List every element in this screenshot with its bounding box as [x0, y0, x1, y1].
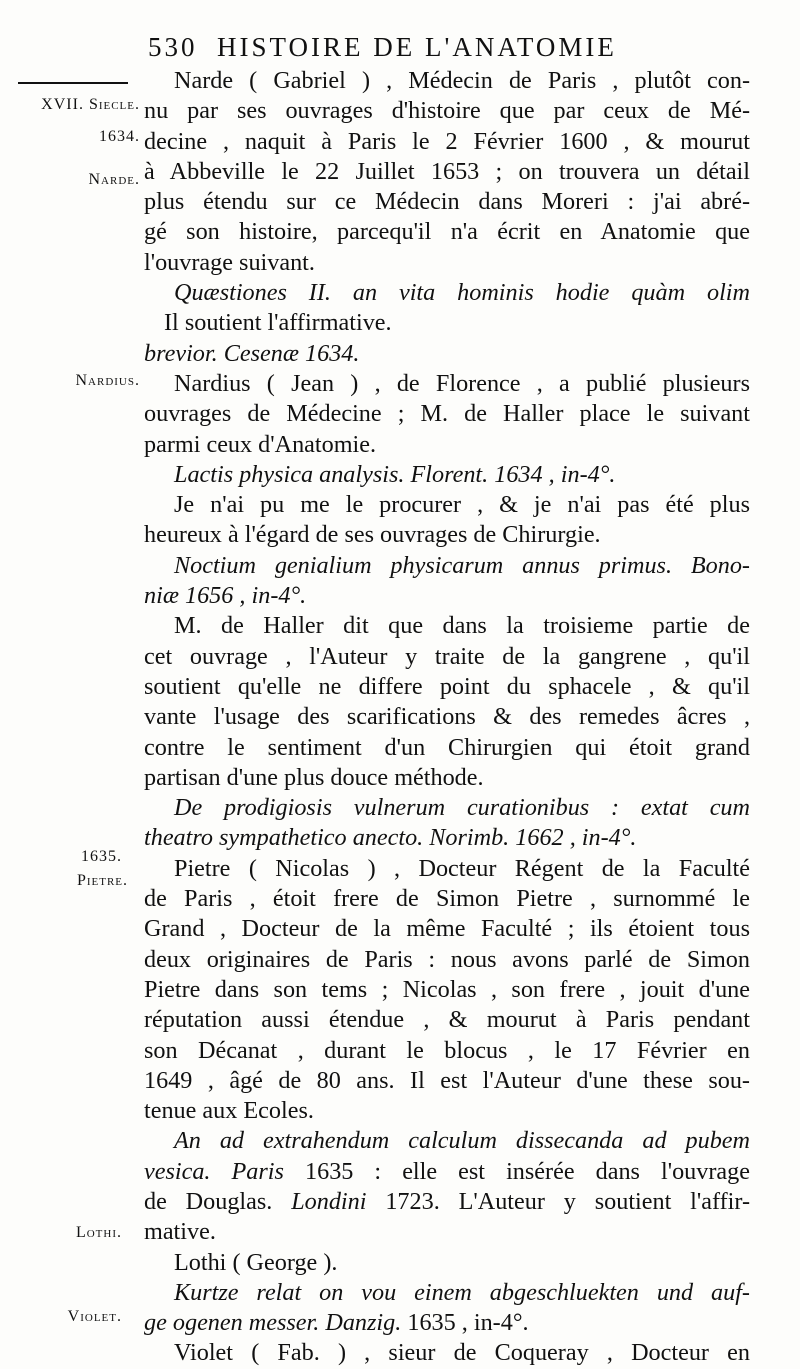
text-part: 1723. L'Auteur y soutient l'affir- [366, 1187, 750, 1215]
text-line: Lothi ( George ). [174, 1248, 338, 1276]
text-line: Pietre dans son tems ; Nicolas , son frere , jouit d'une [144, 975, 750, 1003]
margin-note-lothi: Lothi. [75, 1224, 122, 1241]
book-title-line: Noctium genialium physicarum annus primus. Bono- [174, 551, 750, 579]
text-line: plus étendu sur ce Médecin dans Moreri : j'ai abré- [144, 188, 750, 216]
book-title-line: niæ 1656 , in-4°. [144, 582, 307, 610]
text-line: Pietre ( Nicolas ) , Docteur Régent de la Faculté [174, 854, 750, 882]
margin-rule [18, 82, 128, 84]
text-line: Narde ( Gabriel ) , Médecin de Paris , plutôt con- [174, 67, 750, 94]
book-title-line: Kurtze relat on vou einem abgeschluekten und auf- [174, 1278, 750, 1306]
page-number: 530 [148, 32, 198, 62]
text-line: Nardius ( Jean ) , de Florence , a publié plusieurs [174, 369, 750, 397]
text-line: soutient qu'elle ne differe point du sphacele , & qu'il [144, 672, 750, 700]
margin-note-nardius: Nardius. [75, 372, 140, 389]
text-line: de Paris , étoit frere de Simon Pietre , surnommé le [144, 885, 750, 913]
text-line: réputation aussi étendue , & mourut à Paris pendant [144, 1006, 750, 1034]
running-header [148, 32, 748, 63]
text-line: Il soutient l'affirmative. [164, 309, 392, 337]
book-title-line: theatro sympathetico anecto. Norimb. 1662 , in-4°. [144, 824, 637, 852]
margin-note-pietre: Pietre. [76, 872, 128, 889]
text-line [144, 1157, 750, 1187]
margin-note-year-1635: 1635. [81, 848, 122, 865]
text-line: contre le sentiment d'un Chirurgien qui étoit grand [144, 733, 750, 761]
text-line: ouvrages de Médecine ; M. de Haller place le suivant [144, 400, 750, 428]
text-line: vante l'usage des scarifications & des remedes âcres , [144, 703, 750, 731]
text-part: 1635 , in-4°. [401, 1309, 529, 1337]
margin-note-violet: Violet. [67, 1308, 122, 1325]
text-line: Grand , Docteur de la même Faculté ; ils étoient tous [144, 915, 750, 943]
margin-note-year-1634: 1634. [99, 128, 140, 145]
text-line: nu par ses ouvrages d'histoire que par ceux de Mé- [144, 97, 750, 125]
body-text [144, 66, 750, 1369]
text-line: parmi ceux d'Anatomie. [144, 430, 377, 458]
text-line [144, 1308, 750, 1338]
text-line: gé son histoire, parcequ'il n'a écrit en Anatomie que [144, 218, 750, 246]
text-line: mative. [144, 1218, 216, 1246]
margin-note-century: XVII. Siecle. [41, 96, 140, 113]
text-line: decine , naquit à Paris le 2 Février 1600 , & mourut [144, 127, 750, 155]
book-title-part: Londini [291, 1187, 367, 1215]
margin-note-narde: Narde. [88, 171, 140, 188]
text-line: son Décanat , durant le blocus , le 17 Février en [144, 1036, 750, 1064]
book-title-line: Lactis physica analysis. Florent. 1634 , in-4°. [174, 460, 616, 488]
text-line: l'ouvrage suivant. [144, 248, 315, 276]
book-title-line: De prodigiosis vulnerum curationibus : extat cum [174, 794, 750, 822]
text-line: heureux à l'égard de ses ouvrages de Chirurgie. [144, 521, 601, 549]
text-line: M. de Haller dit que dans la troisieme partie de [174, 612, 750, 640]
text-line: Violet ( Fab. ) , sieur de Coqueray , Docteur en [174, 1339, 750, 1367]
text-part: 1635 : elle est insérée dans l'ouvrage [283, 1157, 750, 1185]
book-title-line: An ad extrahendum calculum dissecanda ad pubem [174, 1127, 750, 1155]
text-line [144, 1187, 750, 1217]
text-line: 1649 , âgé de 80 ans. Il est l'Auteur d'une these sou- [144, 1066, 750, 1094]
text-line: Je n'ai pu me le procurer , & je n'ai pas été plus [174, 491, 750, 519]
text-part: de Douglas. [144, 1187, 292, 1215]
text-line: partisan d'une plus douce méthode. [144, 763, 484, 791]
book-title-line: Quæstiones II. an vita hominis hodie quàm olim [174, 279, 750, 307]
text-line: à Abbeville le 22 Juillet 1653 ; on trouvera un détail [144, 157, 750, 185]
book-title-part: ge ogenen messer. Danzig. [144, 1309, 402, 1337]
text-line: cet ouvrage , l'Auteur y traite de la gangrene , qu'il [144, 642, 750, 670]
running-title: HISTOIRE DE L'ANATOMIE [217, 32, 617, 62]
book-title-part: vesica. Paris [144, 1157, 284, 1185]
book-title-line: brevior. Cesenæ 1634. [144, 339, 360, 367]
text-line: deux originaires de Paris : nous avons parlé de Simon [144, 945, 750, 973]
text-line: tenue aux Ecoles. [144, 1097, 314, 1125]
